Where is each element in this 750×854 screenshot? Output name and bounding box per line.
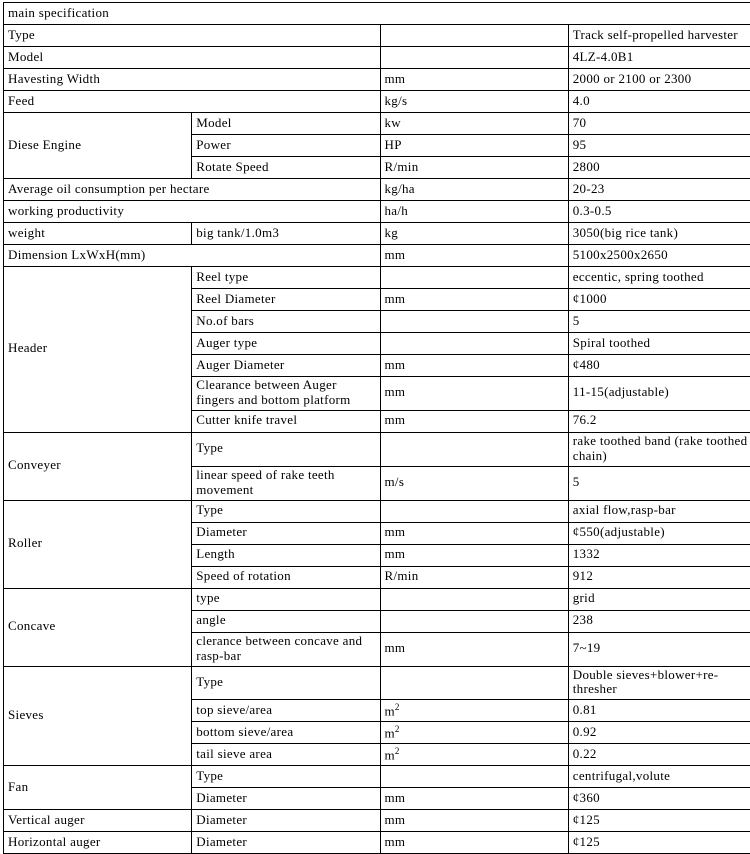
table-row xyxy=(4,588,750,610)
row-value: Track self-propelled harvester xyxy=(568,25,750,47)
table-row xyxy=(4,201,750,223)
row-unit xyxy=(380,588,568,610)
row-unit xyxy=(380,666,568,700)
row-group: Diese Engine xyxy=(4,113,192,179)
row-unit: R/min xyxy=(380,566,568,588)
row-value: 7~19 xyxy=(568,632,750,666)
row-value: 238 xyxy=(568,610,750,632)
specification-table xyxy=(3,2,750,854)
row-item: Type xyxy=(192,766,380,788)
row-group: weight xyxy=(4,223,192,245)
row-value: 76.2 xyxy=(568,410,750,432)
row-item: Rotate Speed xyxy=(192,157,380,179)
row-value: ¢125 xyxy=(568,810,750,832)
row-value: 2000 or 2100 or 2300 xyxy=(568,69,750,91)
table-row xyxy=(4,666,750,700)
table-title-row xyxy=(4,3,750,25)
row-value: ¢1000 xyxy=(568,289,750,311)
page-title: main specification xyxy=(4,3,750,25)
row-value: 1332 xyxy=(568,544,750,566)
row-item: Auger Diameter xyxy=(192,355,380,377)
row-unit: m/s xyxy=(380,466,568,500)
unit-exponent: 2 xyxy=(395,724,400,734)
row-group: Horizontal auger xyxy=(4,832,192,854)
row-unit: mm xyxy=(380,355,568,377)
row-value: grid xyxy=(568,588,750,610)
table-row xyxy=(4,245,750,267)
table-row xyxy=(4,810,750,832)
table-row xyxy=(4,47,750,69)
row-item: linear speed of rake teeth movement xyxy=(192,466,380,500)
row-value: 0.92 xyxy=(568,722,750,744)
row-group: Header xyxy=(4,267,192,433)
row-unit: R/min xyxy=(380,157,568,179)
row-unit xyxy=(380,47,568,69)
row-unit xyxy=(380,432,568,466)
row-value: centrifugal,volute xyxy=(568,766,750,788)
row-item: tail sieve area xyxy=(192,744,380,766)
row-value: 912 xyxy=(568,566,750,588)
row-item: Diameter xyxy=(192,788,380,810)
unit-base: m xyxy=(385,725,395,740)
row-item: Auger type xyxy=(192,333,380,355)
table-row xyxy=(4,179,750,201)
row-value: ¢480 xyxy=(568,355,750,377)
unit-exponent: 2 xyxy=(395,702,400,712)
row-unit: mm xyxy=(380,832,568,854)
row-value: 70 xyxy=(568,113,750,135)
row-unit: ha/h xyxy=(380,201,568,223)
table-row xyxy=(4,267,750,289)
row-item: Diameter xyxy=(192,522,380,544)
row-unit: mm xyxy=(380,632,568,666)
row-unit xyxy=(380,333,568,355)
row-item: Model xyxy=(192,113,380,135)
row-value: Double sieves+blower+re-thresher xyxy=(568,666,750,700)
row-group: Vertical auger xyxy=(4,810,192,832)
row-value: Spiral toothed xyxy=(568,333,750,355)
table-row xyxy=(4,766,750,788)
row-unit: mm xyxy=(380,245,568,267)
row-unit: kg/s xyxy=(380,91,568,113)
row-unit: HP xyxy=(380,135,568,157)
row-unit xyxy=(380,311,568,333)
row-item: Diameter xyxy=(192,810,380,832)
row-unit xyxy=(380,610,568,632)
row-item: big tank/1.0m3 xyxy=(192,223,380,245)
row-value: 0.3-0.5 xyxy=(568,201,750,223)
specification-table-body xyxy=(4,3,750,854)
row-item: Reel Diameter xyxy=(192,289,380,311)
row-unit: kg xyxy=(380,223,568,245)
row-item: Reel type xyxy=(192,267,380,289)
row-item: Type xyxy=(192,666,380,700)
unit-base: m xyxy=(385,703,395,718)
table-row xyxy=(4,113,750,135)
row-value: 4LZ-4.0B1 xyxy=(568,47,750,69)
row-item: Power xyxy=(192,135,380,157)
row-unit: mm xyxy=(380,289,568,311)
row-group: Type xyxy=(4,25,381,47)
table-row xyxy=(4,25,750,47)
row-value: 5 xyxy=(568,311,750,333)
row-item: Speed of rotation xyxy=(192,566,380,588)
row-unit: mm xyxy=(380,69,568,91)
unit-exponent: 2 xyxy=(395,746,400,756)
row-group: Concave xyxy=(4,588,192,666)
row-unit: mm xyxy=(380,788,568,810)
row-value: ¢550(adjustable) xyxy=(568,522,750,544)
row-item: Clearance between Auger fingers and bottom platform xyxy=(192,377,380,411)
row-unit: mm xyxy=(380,377,568,411)
row-item: No.of bars xyxy=(192,311,380,333)
row-unit: mm xyxy=(380,544,568,566)
table-row xyxy=(4,69,750,91)
row-unit xyxy=(380,500,568,522)
row-value: 4.0 xyxy=(568,91,750,113)
row-item: top sieve/area xyxy=(192,700,380,722)
row-value: axial flow,rasp-bar xyxy=(568,500,750,522)
row-group: Sieves xyxy=(4,666,192,766)
row-item: Cutter knife travel xyxy=(192,410,380,432)
row-group: Roller xyxy=(4,500,192,588)
row-group: Average oil consumption per hectare xyxy=(4,179,381,201)
table-row xyxy=(4,91,750,113)
row-value: 20-23 xyxy=(568,179,750,201)
row-value: eccentic, spring toothed xyxy=(568,267,750,289)
table-row xyxy=(4,500,750,522)
row-unit: mm xyxy=(380,410,568,432)
row-value: 5 xyxy=(568,466,750,500)
row-group: Fan xyxy=(4,766,192,810)
row-unit xyxy=(380,267,568,289)
unit-base: m xyxy=(385,747,395,762)
row-item: Diameter xyxy=(192,832,380,854)
row-value: 0.22 xyxy=(568,744,750,766)
row-group: Feed xyxy=(4,91,381,113)
row-group: Conveyer xyxy=(4,432,192,500)
row-unit xyxy=(380,722,568,744)
row-unit xyxy=(380,744,568,766)
specification-sheet xyxy=(0,2,750,752)
row-item: clerance between concave and rasp-bar xyxy=(192,632,380,666)
row-item: Type xyxy=(192,432,380,466)
row-value: 3050(big rice tank) xyxy=(568,223,750,245)
row-unit: kg/ha xyxy=(380,179,568,201)
row-item: Length xyxy=(192,544,380,566)
row-value: rake toothed band (rake toothed chain) xyxy=(568,432,750,466)
row-unit xyxy=(380,25,568,47)
row-value: 11-15(adjustable) xyxy=(568,377,750,411)
row-item: angle xyxy=(192,610,380,632)
table-row xyxy=(4,223,750,245)
row-value: 2800 xyxy=(568,157,750,179)
row-unit: mm xyxy=(380,810,568,832)
table-row xyxy=(4,832,750,854)
row-value: ¢125 xyxy=(568,832,750,854)
row-value: 0.81 xyxy=(568,700,750,722)
row-unit: kw xyxy=(380,113,568,135)
table-row xyxy=(4,432,750,466)
row-value: ¢360 xyxy=(568,788,750,810)
row-value: 5100x2500x2650 xyxy=(568,245,750,267)
row-group: Dimension LxWxH(mm) xyxy=(4,245,381,267)
row-group: Model xyxy=(4,47,381,69)
row-group: working productivity xyxy=(4,201,381,223)
row-item: Type xyxy=(192,500,380,522)
row-unit xyxy=(380,700,568,722)
row-value: 95 xyxy=(568,135,750,157)
row-unit xyxy=(380,766,568,788)
row-item: type xyxy=(192,588,380,610)
row-item: bottom sieve/area xyxy=(192,722,380,744)
row-unit: mm xyxy=(380,522,568,544)
row-group: Havesting Width xyxy=(4,69,381,91)
